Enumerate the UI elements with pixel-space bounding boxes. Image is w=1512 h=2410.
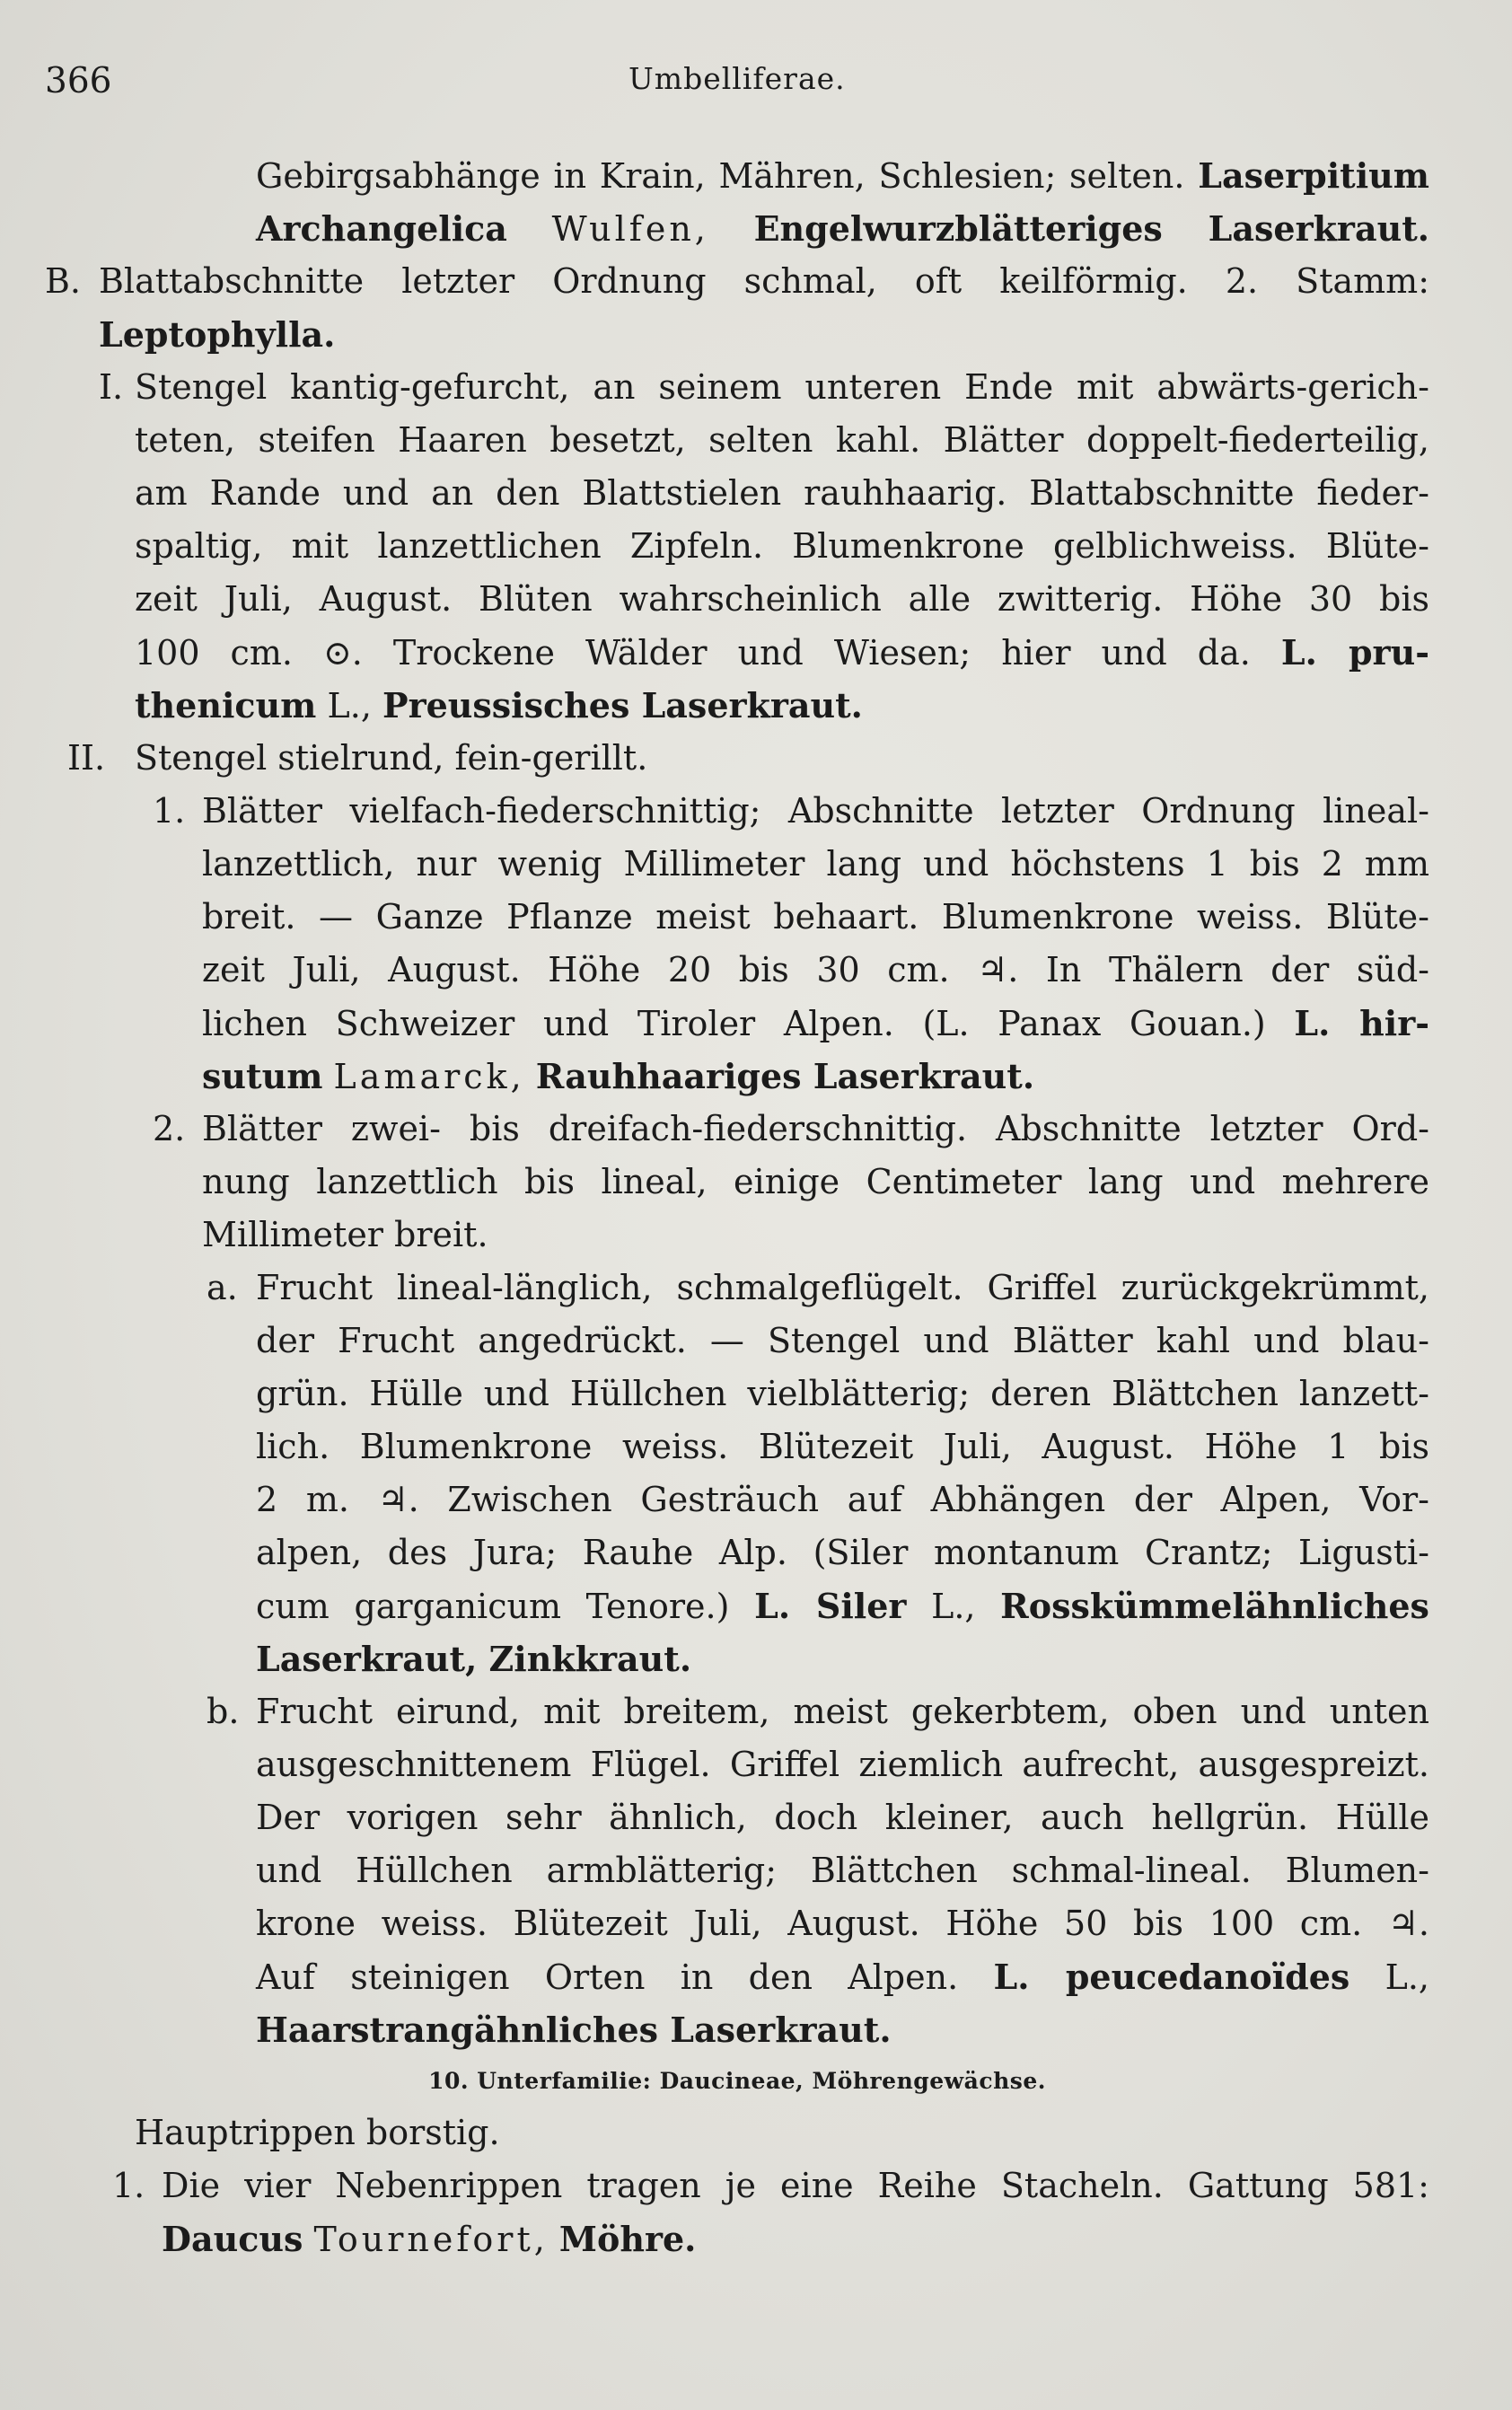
- key-label: II.: [67, 738, 106, 778]
- key-item-1: 1. Blätter vielfach-fiederschnittig; Abschnitte letzter Ordnung lineal-: [45, 785, 1429, 838]
- taxon-name: L. hir-: [1294, 1003, 1429, 1043]
- text-line: Der vorigen sehr ähnlich, doch kleiner, auch hellgrün. Hülle: [256, 1798, 1429, 1837]
- taxon-name: L. pru-: [1280, 632, 1429, 673]
- key-item-b: b. Frucht eirund, mit breitem, meist gekerbtem, oben und unten: [45, 1685, 1429, 1738]
- page-body: [45, 149, 1429, 2265]
- key-label: I.: [99, 367, 124, 407]
- taxon-name: Archangelica: [256, 208, 507, 249]
- text-line: grün. Hülle und Hüllchen vielblätterig; deren Blättchen lanzett-: [256, 1374, 1429, 1413]
- key-item-II: II. Stengel stielrund, fein-gerillt.: [45, 732, 1429, 785]
- key-item-a: a. Frucht lineal-länglich, schmalgeflügelt. Griffel zurückgekrümmt,: [45, 1262, 1429, 1315]
- common-name: Möhre.: [558, 2219, 697, 2259]
- common-name: Rauhhaariges Laserkraut.: [535, 1056, 1035, 1096]
- text-line: [45, 2212, 1429, 2265]
- key-label: 1.: [112, 2166, 145, 2205]
- text-line: spaltig, mit lanzettlichen Zipfeln. Blumenkrone gelblichweiss. Blüte-: [135, 526, 1429, 566]
- author-name: Wulfen,: [551, 209, 709, 249]
- author-name: L.,: [931, 1587, 976, 1626]
- text-line: [45, 679, 1429, 732]
- key-item-I: I. Stengel kantig-gefurcht, an seinem unteren Ende mit abwärts-gerich-: [45, 361, 1429, 414]
- key-label: a.: [207, 1268, 238, 1307]
- key-item-d1: 1. Die vier Nebenrippen tragen je eine Reihe Stacheln. Gattung 581:: [45, 2159, 1429, 2212]
- key-label: 1.: [153, 791, 186, 831]
- running-title: Umbelliferae.: [629, 61, 846, 96]
- text-line: Gebirgsabhänge in Krain, Mähren, Schlesien; selten. Laserpitium: [256, 155, 1429, 196]
- text-line: cum garganicum Tenore.) L. Siler L., Rosskümmelähnliches: [256, 1586, 1429, 1626]
- key-item-B: B. Blattabschnitte letzter Ordnung schmal, oft keilförmig. 2. Stamm:: [45, 255, 1429, 308]
- text-line: [45, 1632, 1429, 1685]
- text-line: [45, 202, 1429, 255]
- text-line: lanzettlich, nur wenig Millimeter lang und höchstens 1 bis 2 mm: [202, 844, 1429, 884]
- key-item-2: 2. Blätter zwei- bis dreifach-fiederschnittig. Abschnitte letzter Ord-: [45, 1103, 1429, 1156]
- text-line: Hauptrippen borstig.: [135, 2113, 500, 2152]
- text-line: nung lanzettlich bis lineal, einige Centimeter lang und mehrere: [202, 1162, 1429, 1201]
- text-line: Auf steinigen Orten in den Alpen. L. peucedanoïdes L.,: [256, 1957, 1429, 1997]
- taxon-name: Daucus: [162, 2219, 303, 2259]
- key-label: 2.: [153, 1109, 186, 1148]
- taxon-name: L. Siler: [754, 1586, 907, 1626]
- text-line: [45, 2003, 1429, 2056]
- text-line: am Rande und an den Blattstielen rauhhaarig. Blattabschnitte fieder-: [135, 473, 1429, 513]
- common-name: Haarstrangähnliches Laserkraut.: [256, 2010, 892, 2050]
- text-line: 100 cm. ⊙. Trockene Wälder und Wiesen; hier und da. L. pru-: [135, 632, 1429, 673]
- text-line: [45, 1050, 1429, 1103]
- text-line: ausgeschnittenem Flügel. Griffel ziemlich aufrecht, ausgespreizt.: [256, 1745, 1429, 1784]
- text-line: zeit Juli, August. Höhe 20 bis 30 cm. ♃. In Thälern der süd-: [202, 950, 1429, 990]
- taxon-name: Leptophylla.: [99, 314, 336, 355]
- text-line: lich. Blumenkrone weiss. Blütezeit Juli, August. Höhe 1 bis: [256, 1427, 1429, 1466]
- text-line: breit. — Ganze Pflanze meist behaart. Blumenkrone weiss. Blüte-: [202, 897, 1429, 937]
- section-subheading: 10. Unterfamilie: Daucineae, Möhrengewächse.: [428, 2068, 1046, 2094]
- page-header: [45, 61, 1440, 106]
- text-line: krone weiss. Blütezeit Juli, August. Höhe 50 bis 100 cm. ♃.: [256, 1904, 1429, 1943]
- text-line: zeit Juli, August. Blüten wahrscheinlich alle zwitterig. Höhe 30 bis: [135, 579, 1429, 619]
- text-line: der Frucht angedrückt. — Stengel und Blätter kahl und blau-: [256, 1321, 1429, 1360]
- common-name: Preussisches Laserkraut.: [382, 685, 863, 726]
- common-name: Rosskümmelähnliches: [1000, 1586, 1429, 1626]
- text-line: lichen Schweizer und Tiroler Alpen. (L. Panax Gouan.) L. hir-: [202, 1003, 1429, 1043]
- text-line: 2 m. ♃. Zwischen Gesträuch auf Abhängen der Alpen, Vor-: [256, 1480, 1429, 1519]
- common-name: Engelwurzblätteriges Laserkraut.: [753, 208, 1429, 249]
- author-name: Lamarck,: [333, 1057, 525, 1096]
- author-name: Tournefort,: [313, 2220, 549, 2259]
- author-name: L.,: [327, 686, 372, 726]
- text-line: Millimeter breit.: [202, 1215, 488, 1254]
- text-line: [45, 308, 1429, 361]
- key-label: b.: [207, 1692, 240, 1731]
- common-name: Laserkraut, Zinkkraut.: [256, 1639, 692, 1679]
- text-line: alpen, des Jura; Rauhe Alp. (Siler montanum Crantz; Ligusti-: [256, 1533, 1429, 1572]
- page-number: 366: [45, 61, 112, 101]
- taxon-name: thenicum: [135, 685, 317, 726]
- taxon-name: L. peucedanoïdes: [993, 1957, 1350, 1997]
- author-name: L.,: [1385, 1957, 1429, 1997]
- taxon-name: Laserpitium: [1198, 155, 1429, 196]
- taxon-name: sutum: [202, 1056, 323, 1096]
- text-line: und Hüllchen armblätterig; Blättchen schmal-lineal. Blumen-: [256, 1851, 1429, 1890]
- text-line: teten, steifen Haaren besetzt, selten kahl. Blätter doppelt-fiederteilig,: [135, 420, 1429, 460]
- key-label: B.: [45, 261, 82, 301]
